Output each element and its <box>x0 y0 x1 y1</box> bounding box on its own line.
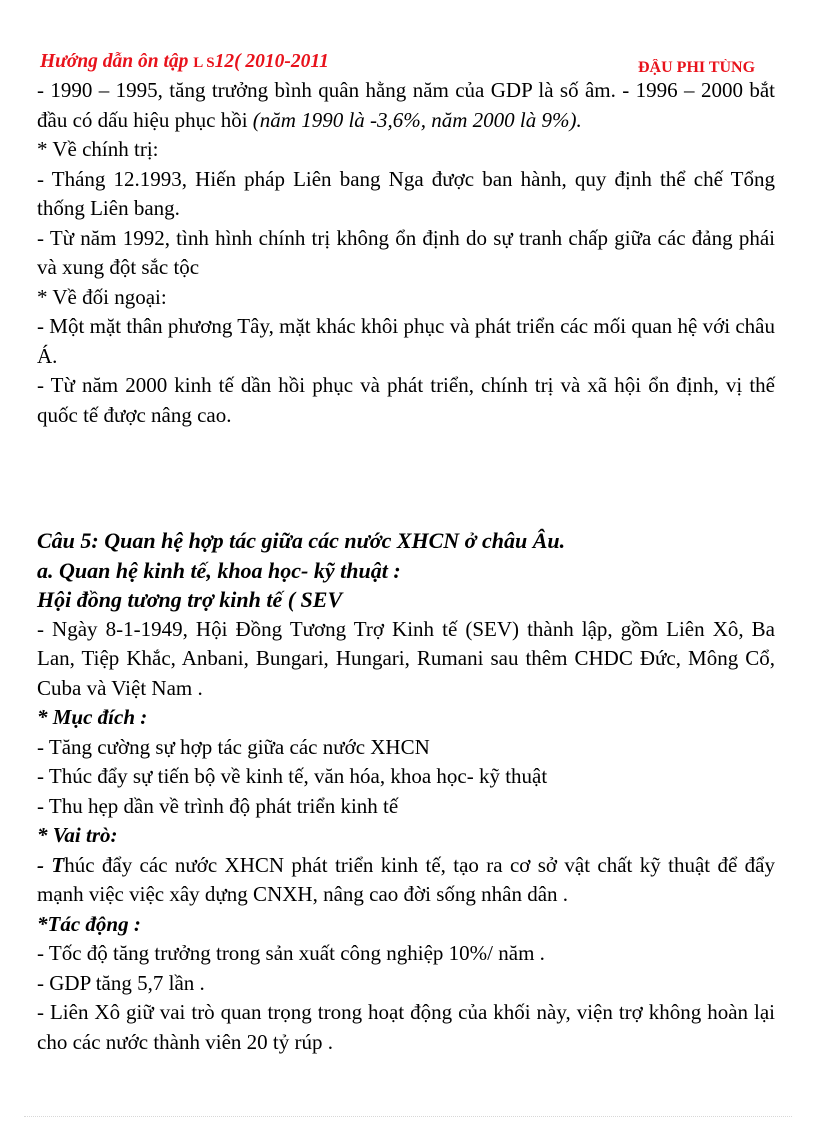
question-5-heading <box>37 526 775 556</box>
politics-item-instability: - Từ năm 1992, tình hình chính trị không ổn định do sự tranh chấp giữa các đảng phái và xung đột sắc tộc <box>37 225 775 279</box>
subheading-sev: Hội đồng tương trợ kinh tế ( SEV <box>37 587 343 612</box>
purpose-item: - Tăng cường sự hợp tác giữa các nước XHCN <box>37 734 430 759</box>
document-header-title <box>40 51 329 73</box>
section-russia-continued <box>37 76 775 430</box>
header-title-text: Hướng dẫn ôn tập <box>40 51 194 72</box>
document-header-author: ĐẬU PHI TÙNG <box>638 59 756 76</box>
section-question-5 <box>37 526 775 1057</box>
question-label: Câu 5: <box>37 528 105 553</box>
role-prefix: - T <box>37 852 65 877</box>
impact-item: - GDP tăng 5,7 lần . <box>37 970 205 995</box>
role-text: húc đẩy các nước XHCN phát triển kinh tế, tạo ra cơ sở vật chất kỹ thuật để đẩy mạnh việc việc xây dựng CNXH, nâng cao đời sống nhân dân . <box>37 852 775 906</box>
politics-heading: * Về chính trị: <box>37 137 159 161</box>
header-title-s: S <box>202 55 215 71</box>
page-bottom-divider <box>24 1116 792 1117</box>
gdp-paragraph <box>37 76 775 135</box>
header-title-year: 12( 2010-2011 <box>214 51 329 72</box>
role-heading: * Vai trò: <box>37 823 118 847</box>
role-paragraph <box>37 851 775 910</box>
foreign-item-recovery: - Từ năm 2000 kinh tế dần hồi phục và phát triển, chính trị và xã hội ổn định, vị thế quốc tế được nâng cao. <box>37 373 775 427</box>
question-title: Quan hệ hợp tác giữa các nước XHCN ở châu Âu. <box>104 528 566 553</box>
purpose-heading: * Mục đích : <box>37 705 148 729</box>
foreign-heading: * Về đối ngoại: <box>37 284 167 309</box>
impact-item: - Tốc độ tăng trưởng trong sản xuất công nghiệp 10%/ năm . <box>37 941 545 965</box>
gdp-text: - 1990 – 1995, tăng trưởng bình quân hằng năm của GDP là số âm. - 1996 – 2000 bắt đầu có dấu hiệu phục hồi <box>37 78 775 132</box>
impact-item-soviet-aid: - Liên Xô giữ vai trò quan trọng trong hoạt động của khối này, viện trợ không hoàn lại cho các nước thành viên 20 tỷ rúp . <box>37 1000 775 1054</box>
politics-item-constitution: - Tháng 12.1993, Hiến pháp Liên bang Nga được ban hành, quy định thể chế Tổng thống Liên bang. <box>37 166 775 220</box>
header-title-l: L <box>193 55 203 71</box>
sev-founding-paragraph: - Ngày 8-1-1949, Hội Đồng Tương Trợ Kinh tế (SEV) thành lập, gồm Liên Xô, Ba Lan, Tiệp Khắc, Anbani, Bungari, Hungari, Rumani sau thêm CHDC Đức, Mông Cổ, Cuba và Việt Nam . <box>37 616 775 700</box>
purpose-item: - Thu hẹp dần về trình độ phát triển kinh tế <box>37 793 399 818</box>
foreign-item-west-asia: - Một mặt thân phương Tây, mặt khác khôi phục và phát triển các mối quan hệ với châu Á. <box>37 314 775 368</box>
impact-heading: *Tác động : <box>37 911 141 936</box>
purpose-item: - Thúc đẩy sự tiến bộ về kinh tế, văn hóa, khoa học- kỹ thuật <box>37 764 548 788</box>
gdp-figures: (năm 1990 là -3,6%, năm 2000 là 9%). <box>252 107 582 132</box>
subheading-economic-relations: a. Quan hệ kinh tế, khoa học- kỹ thuật : <box>37 557 401 583</box>
